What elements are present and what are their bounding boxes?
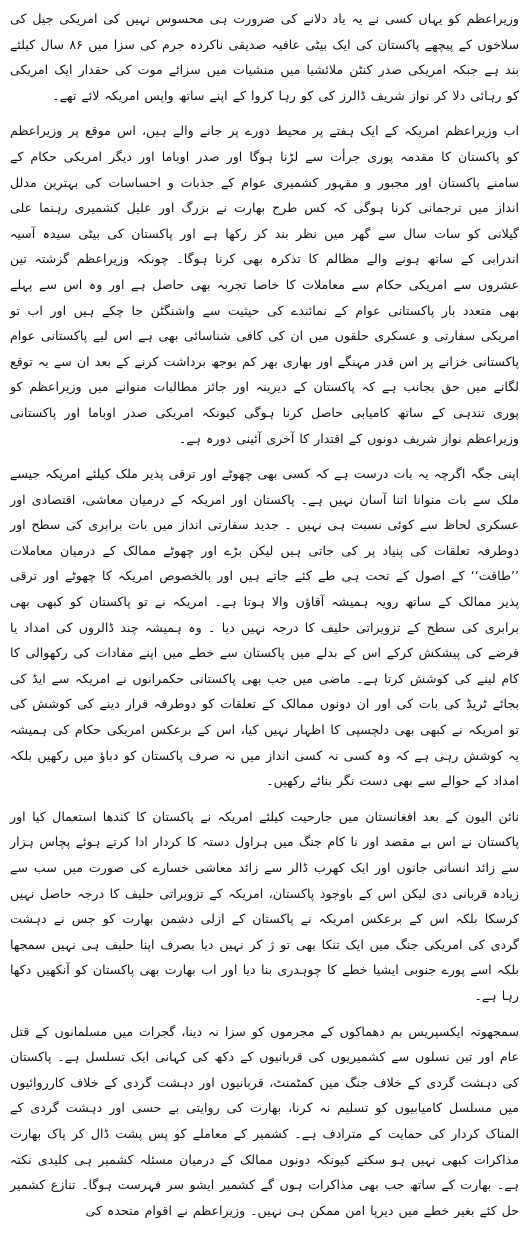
article-paragraph: وزیراعظم کو یہاں کسی نے یہ یاد دلانے کی ضرورت ہی محسوس نہیں کی امریکی جیل کی سلاخوں کے پیچھے پاکستان کی ایک بیٹی عافیہ صدیقی ناکردہ جرم کی سزا میں ۸۶ سال کیلئے بند ہے جبکہ امریکی صدر کنٹن ملائشیا میں منشیات میں سزائے موت کی حقدار ایک امریکی کو رہائی دلا کر نواز شریف ڈالرز کی کو رہا کروا کے اپنے ساتھ واپس امریکہ لائے تھے۔ <box>10 11 519 103</box>
article-paragraph: نائن الیون کے بعد افغانستان میں جارحیت کیلئے امریکہ نے پاکستان کا کندھا استعمال کیا اور پاکستان نے اس بے مقصد اور نا کام جنگ میں ہراول دستہ کا کردار ادا کرتے ہوئے پچاس ہزار سے زائد انسانی جانوں اور ایک کھرب ڈالر سے زائد معاشی خسارے کی صورت میں سب سے زیادہ قربانی دی لیکن اس کے باوجود پاکستان، امریکہ کے تزویراتی حلیف کا درجہ حاصل نہیں کرسکا بلکہ اس کے برعکس امریکہ نے پاکستان کے ازلی دشمن بھارت کو جس نے دہشت گردی کی امریکی جنگ میں ایک تنکا بھی تو ژ کر نہیں دیا بصرف اپنا حلیف ہی نہیں سمجھا بلکہ اسے پورے جنوبی ایشیا خطے کا چوہدری بنا دیا اور اب بھارت بھی پاکستان کو آنکھیں دکھا رہا ہے۔ <box>10 808 519 1003</box>
article-paragraph: اپنی جگہ اگرچہ یہ بات درست ہے کہ کسی بھی چھوٹے اور ترقی پذیر ملک کیلئے امریکہ جیسے ملک سے بات منوانا اتنا آسان نہیں ہے۔ پاکستان اور امریکہ کے درمیان معاشی، اقتصادی اور عسکری لحاظ سے کوئی نسبت ہی نہیں ۔ جدید سفارتی انداز میں بات برابری کی سطح اور دوطرفہ تعلقات کی بنیاد پر کی جاتی ہیں لیکن بڑے اور چھوٹے ممالک کے درمیان معاملات ’’طاقت‘‘ کے اصول کے تحت ہی طے کئے جاتے ہیں اور بالخصوص امریکہ کا چھوٹے اور ترقی پذیر ممالک کے ساتھ رویہ ہمیشہ آقاؤں والا ہوتا ہے۔ امریکہ نے تو پاکستان کو کبھی بھی برابری کی سطح کے تزویراتی حلیف کا درجہ نہیں دیا ۔ وہ ہمیشہ چند ڈالروں کی امداد یا قرضے کی پیشکش کرکے اس کے بدلے میں پاکستان سے خطے میں اپنے مفادات کی رکھوالی کا کام لینے کی کوشش کرتا ہے۔ ماضی میں جب بھی پاکستانی حکمرانوں نے امریکہ سے ایڈ کی بجائے ٹریڈ کی بات کی اور ان دونوں ممالک کے تعلقات کو دوطرفہ قرار دینے کی کوشش کی تو امریکہ نے کبھی بھی دلچسپی کا اظہار نہیں کیا، اس کے برعکس امریکی حکام کی ہمیشہ یہ کوشش رہی ہے کہ وہ کسی نہ کسی انداز میں نہ صرف پاکستان کو دباؤ میں رکھیں بلکہ امداد کے حوالے سے بھی دست نگر بنائے رکھیں۔ <box>10 466 519 789</box>
article-paragraph: سمجھوتہ ایکسپریس بم دھماکوں کے مجرموں کو سزا نہ دینا، گجرات میں مسلمانوں کے قتل عام اور تین نسلوں سے کشمیریوں کی قربانیوں کے دکھ کی کہانی ایک تسلسل ہے۔ پاکستان کی دہشت گردی کے خلاف جنگ میں کمٹمنٹ، قربانیوں اور دہشت گردی کے خلاف کارروائیوں میں مسلسل کامیابیوں کو تسلیم نہ کرنا، بھارت کی روایتی بے حسی اور دہشت گردی کے المناک کردار کی حمایت کے مترادف ہے۔ کشمیر کے معاملے کو پس پشت ڈال کر پاک بھارت مذاکرات کبھی نہیں ہو سکتے کیونکہ دونوں ممالک کے درمیان مسئلہ کشمیر ہی کلیدی نکتہ ہے۔ بھارت کے ساتھ جب بھی مذاکرات ہوں گے کشمیر ایشو سر فہرست ہوگا۔ تنازع کشمیر حل کئے بغیر خطے میں دیرپا امن ممکن ہی نہیں۔ وزیراعظم نے اقوام متحدہ کی <box>10 1023 519 1218</box>
article-paragraph: اب وزیراعظم امریکہ کے ایک ہفتے پر محیط دورے پر جانے والے ہیں، اس موقع پر وزیراعظم کو پاکستان کا مقدمہ پوری جرأت سے لڑنا ہوگا اور صدر اوباما اور دیگر امریکی حکام کے سامنے پاکستان اور مجبور و مقہور کشمیری عوام کے جذبات و احساسات کی بہترین مدلل انداز میں ترجمانی کرنا ہوگی کہ کس طرح بھارت نے بزرگ اور علیل کشمیری رہنما علی گیلانی کو سات سال سے گھر میں نظر بند کر رکھا ہے اور پاکستان کی بیٹی سیدہ آسیہ اندرابی کے ساتھ ہونے والے مظالم کا تذکرہ بھی کرنا ہوگا۔ چونکہ وزیراعظم گزشتہ تین عشروں سے امریکی حکام سے معاملات کا خاصا تجربہ بھی حاصل ہے اور وہ اس سے پہلے بھی متعدد بار پاکستانی عوام کے نمائندے کی حیثیت سے واشنگٹن جا چکے ہیں اور اب تو امریکی سفارتی و عسکری حلقوں میں ان کی کافی شناسائی بھی ہے اس لیے پاکستانی عوام پاکستانی خزانے پر اس قدر مہنگے اور بھاری بھر کم بوجھ برداشت کرنے کے بعد ان سے یہ توقع لگانے میں حق بجانب ہے کہ پاکستان کے دیرینہ اور جائز مطالبات منوانے میں وزیراعظم کو پوری تندہی کے ساتھ کامیابی حاصل کرنا ہوگی کیونکہ امریکی صدر اوباما اور پاکستانی وزیراعظم نواز شریف دونوں کے اقتدار کا آخری آئینی دورہ ہے۔ <box>10 123 519 446</box>
